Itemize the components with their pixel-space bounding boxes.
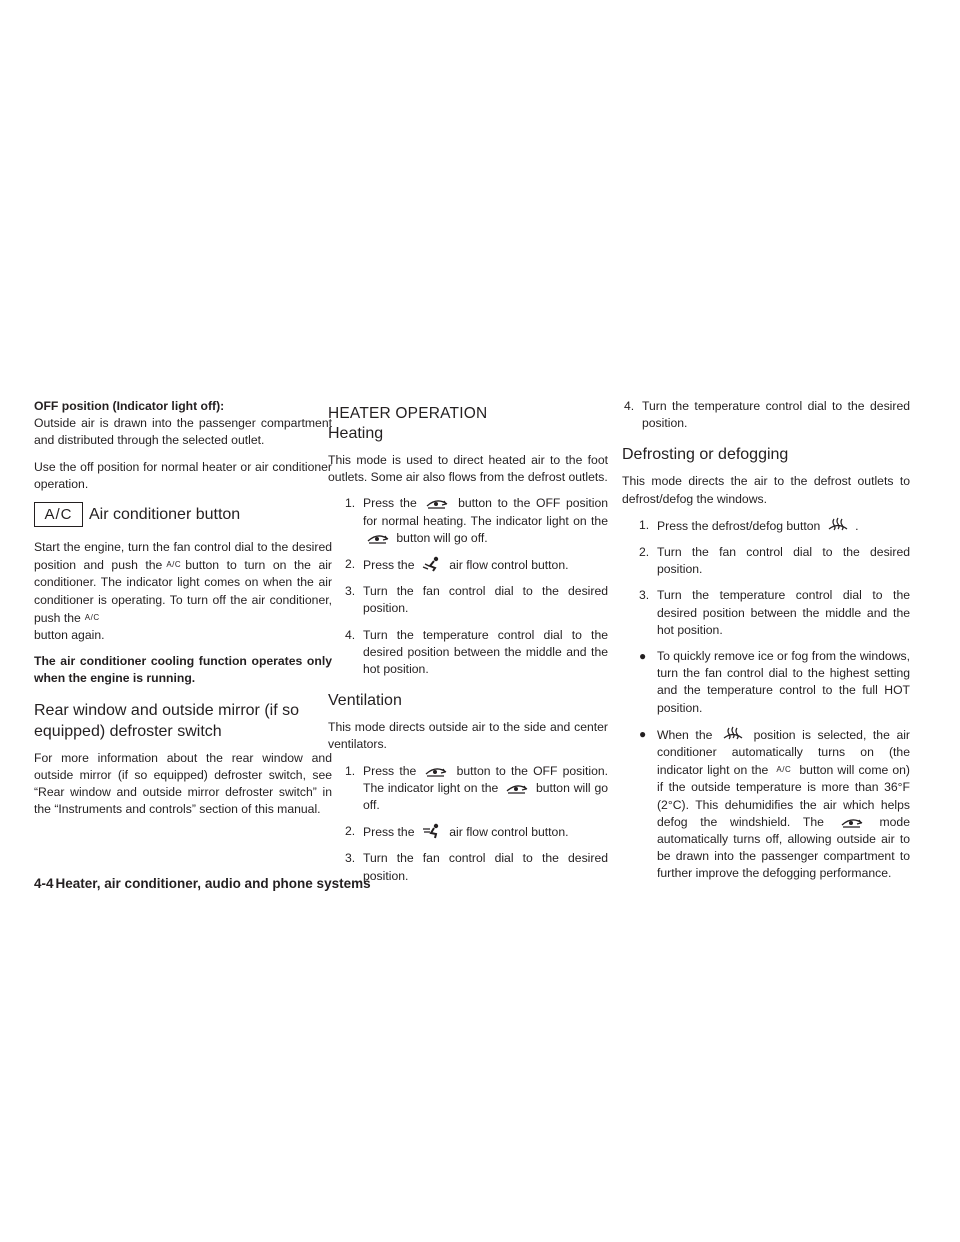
ac-warning: The air conditioner cooling function operates only when the engine is running. [34, 654, 332, 686]
column-middle [328, 398, 608, 894]
recirculation-icon [840, 815, 864, 829]
ventilation-intro: This mode directs outside air to the side and center ventilators. [328, 720, 608, 752]
heating-intro: This mode is used to direct heated air to the foot outlets. Some air also flows from the defrost outlets. [328, 453, 608, 485]
heating-steps [328, 495, 608, 678]
off-position-text: Outside air is drawn into the passenger compartment and distributed through the selected outlet. [34, 416, 332, 448]
defrosting-intro: This mode directs the air to the defrost outlets to defrost/defog the windows. [622, 474, 910, 506]
ac-inline-icon: A/C [84, 612, 100, 622]
defrost-icon [722, 726, 744, 742]
defrosting-heading: Defrosting or defogging [622, 446, 789, 464]
ventilation-heading: Ventilation [328, 692, 402, 710]
list-item: 1. Press the button to the OFF position for normal heating. The indicator light on the button will go off. [345, 496, 609, 545]
ac-heading-row [34, 502, 332, 527]
heating-heading: Heating [328, 425, 384, 442]
ac-paragraph: Start the engine, turn the fan control dial to the desired position and push the A/C button to turn on the air conditioner. The indicator light comes on when the air conditioner is operating. To turn off the air conditioner, push the A/C button again. [34, 540, 332, 643]
recirculation-icon [366, 531, 390, 545]
list-item: 1. Press the button to the OFF position. The indicator light on the button will go off. [345, 763, 609, 813]
rear-defroster-text: For more information about the rear window and outside mirror (if so equipped) defroster switch, see “Rear window and outside mirror defroster switch” in the “Instruments and controls” section of this manual. [34, 750, 332, 817]
ac-inline-icon: A/C [166, 560, 182, 570]
heater-operation-title: HEATER OPERATION [328, 405, 488, 422]
defrosting-steps [622, 517, 910, 883]
rear-defroster-heading: Rear window and outside mirror (if so equipped) defroster switch [34, 701, 299, 740]
defrost-icon [827, 517, 849, 533]
list-item: 2. Press the air flow control button. [345, 557, 569, 573]
off-position-title: OFF position (Indicator light off): [34, 399, 225, 413]
list-item: 1. Press the defrost/defog button . [639, 517, 859, 533]
ventilation-steps-continued [622, 398, 910, 432]
foot-airflow-icon [421, 556, 443, 572]
ac-heading: Air conditioner button [89, 506, 241, 524]
column-left [34, 398, 332, 827]
recirculation-icon [424, 764, 448, 778]
list-item: 3. Turn the temperature control dial to the desired position between the middle and the hot position. [639, 588, 910, 637]
ac-button-icon: A/C [34, 502, 83, 527]
page-number: 4-4 [34, 876, 54, 891]
bullet-item: ● To quickly remove ice or fog from the windows, turn the fan control dial to the highest setting and the temperature control to the full HOT position. [639, 649, 910, 715]
column-right [622, 398, 910, 892]
list-item: 2. Press the air flow control button. [345, 824, 569, 840]
ventilation-steps [328, 763, 608, 885]
list-item: 3. Turn the fan control dial to the desired position. [345, 851, 608, 883]
list-item: 3. Turn the fan control dial to the desired position. [345, 584, 608, 616]
list-item: 2. Turn the fan control dial to the desired position. [639, 545, 910, 577]
ac-inline-icon: A/C [776, 765, 792, 775]
recirculation-icon [425, 496, 449, 510]
face-airflow-icon [421, 823, 443, 839]
section-title: Heater, air conditioner, audio and phone systems [55, 876, 371, 891]
off-position-use: Use the off position for normal heater or air conditioner operation. [34, 459, 332, 491]
list-item: 4. Turn the temperature control dial to the desired position. [624, 399, 910, 431]
bullet-item: ● When the position is selected, the air conditioner automatically turns on (the indicator light on the A/C button will come on) if the outside temperature is more than 36°F (2°C). This dehumidifies the air which helps defog the windshield. The mode automatically turns off, allowing outside air to be drawn into the passenger compartment to further improve the defogging performance. [639, 726, 910, 881]
list-item: 4. Turn the temperature control dial to the desired position between the middle and the hot position. [345, 627, 608, 677]
recirculation-icon [505, 781, 529, 795]
page-footer [34, 876, 371, 891]
